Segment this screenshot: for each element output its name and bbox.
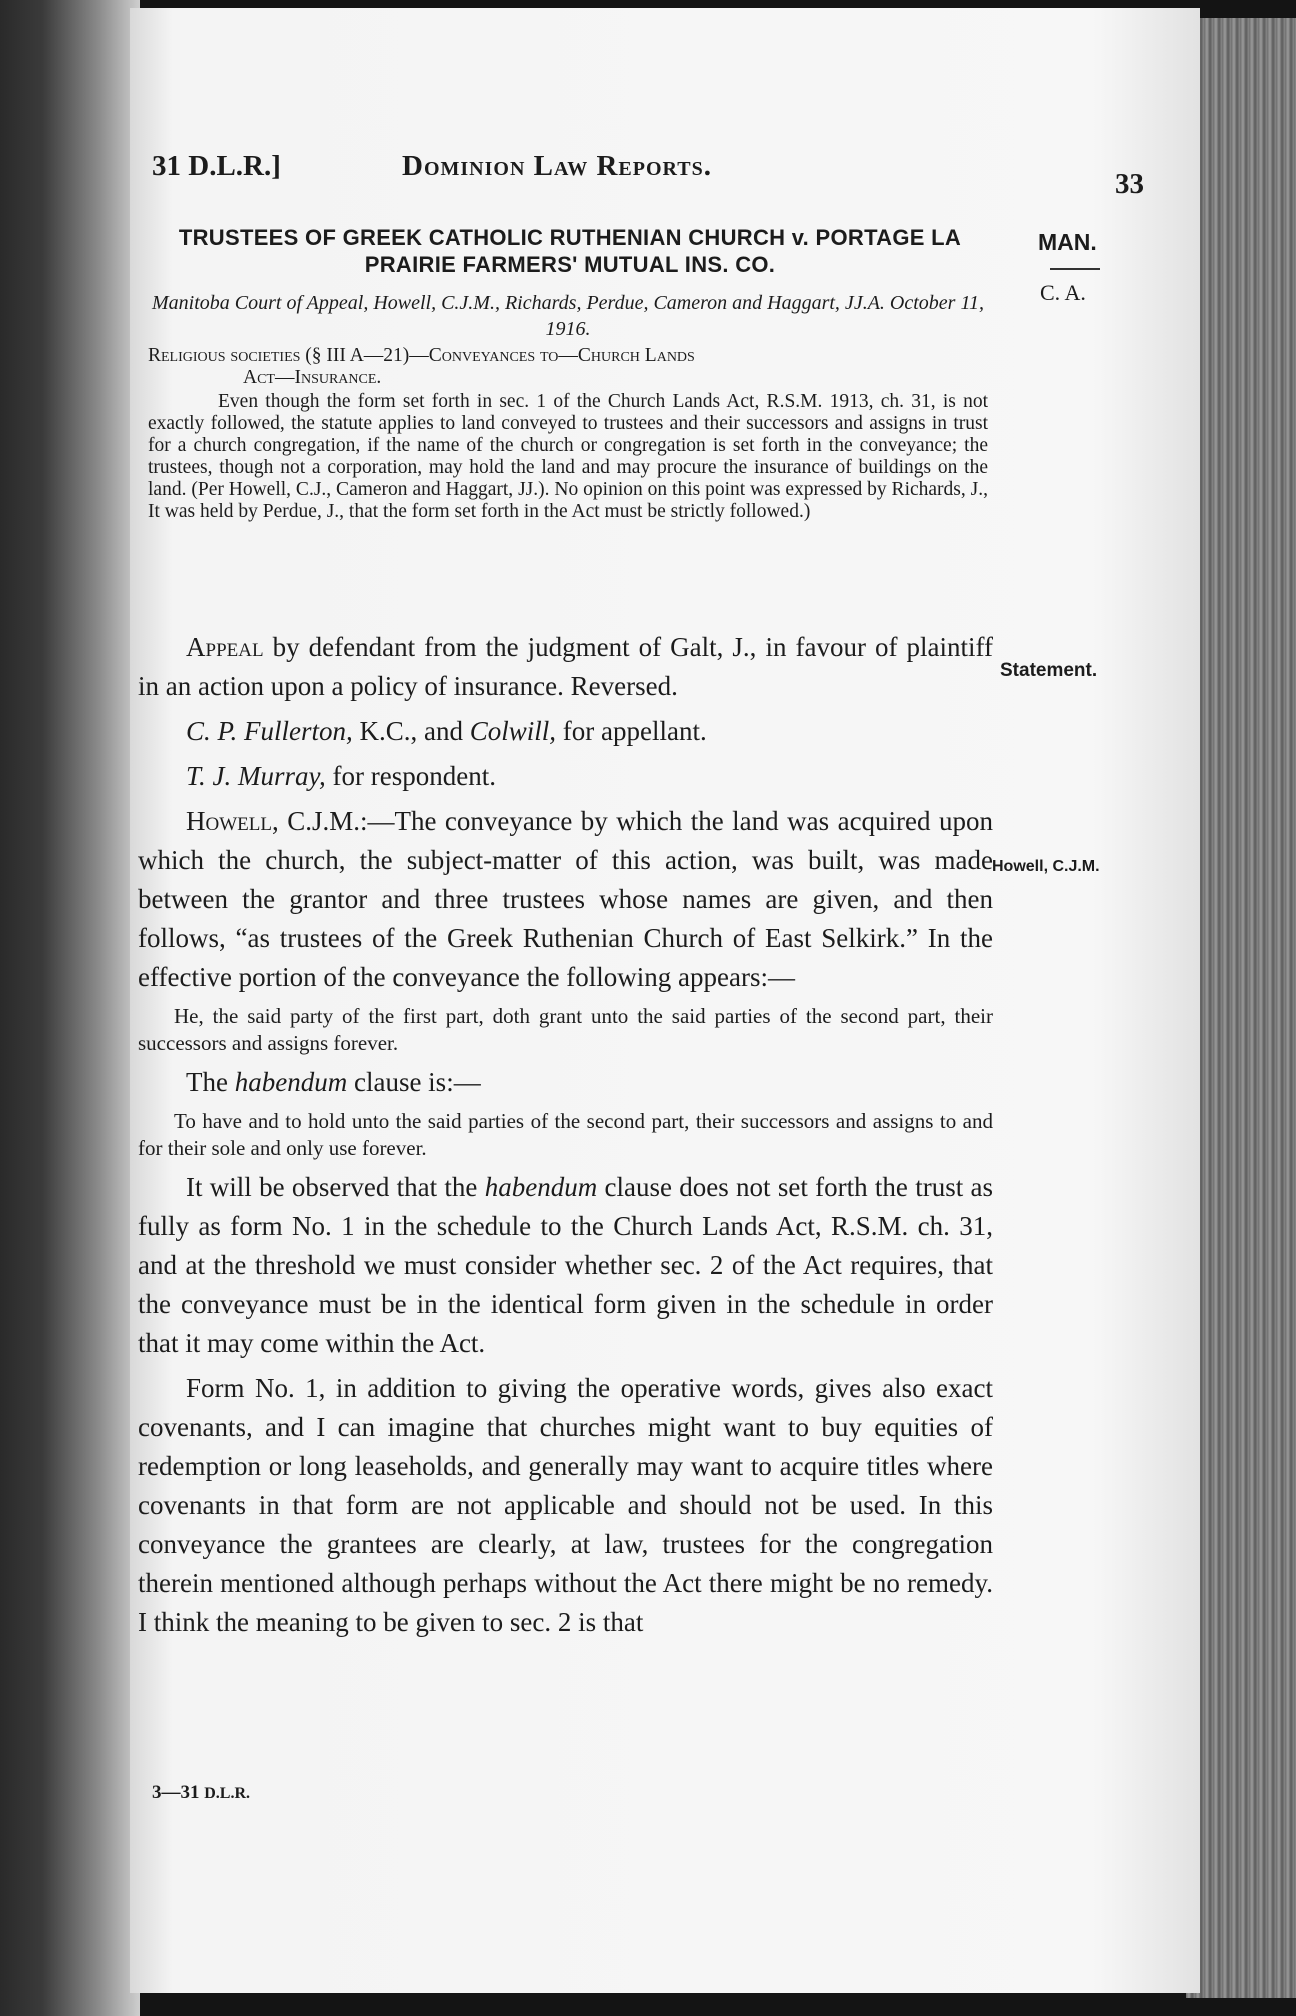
- quotation: He, the said party of the first part, doth grant unto the said parties of the second part, their successors and assigns forever.: [138, 1004, 993, 1055]
- paragraph-text: clause does not set forth the trust as fully as form No. 1 in the schedule to the Church Lands Act, R.S.M. ch. 31, and at the threshold we must consider whether sec. 2 of the Act requires, that the conveyance must be in the identical form given in the schedule in order that it may come within the Act.: [138, 1172, 993, 1358]
- paragraph-text: The: [186, 1067, 235, 1097]
- counsel-respondent: [138, 757, 993, 796]
- headnote: [148, 345, 988, 523]
- scan-book-edge: [1186, 18, 1296, 1998]
- counsel-name: T. J. Murray,: [186, 761, 326, 791]
- paragraph-text: clause is:—: [347, 1067, 481, 1097]
- running-head-journal: Dominion Law Reports.: [402, 150, 712, 182]
- case-title: TRUSTEES OF GREEK CATHOLIC RUTHENIAN CHURCH v. PORTAGE LA PRAIRIE FARMERS' MUTUAL INS. CO.: [178, 225, 962, 277]
- sidenote-judge: Howell, C.J.M.: [992, 858, 1100, 875]
- running-head-volume: 31 D.L.R.]: [152, 150, 281, 182]
- signature-abbr: D.L.R.: [204, 1785, 251, 1802]
- paragraph-text: C.J.M.:—The conveyance by which the land was acquired upon which the church, the subject-matter of this action, was built, was made between the grantor and three trustees whose names are given, and then follows, “as trustees of the Greek Ruthenian Church of East Selkirk.” In the effective portion of the conveyance the following appears:—: [138, 806, 993, 992]
- court-line: Manitoba Court of Appeal, Howell, C.J.M., Richards, Perdue, Cameron and Haggart, JJ.A. October 11, 1916.: [152, 292, 984, 340]
- headnote-text: Even though the form set forth in sec. 1 of the Church Lands Act, R.S.M. 1913, ch. 31, is not exactly followed, the statute applies to land conveyed to trustees and their successors and assigns in trust for a church congregation, if the name of the church or congregation is set forth in the conveyance; the trustees, though not a corporation, may hold the land and may procure the insurance of buildings on the land. (Per Howell, C.J., Cameron and Haggart, JJ.). No opinion on this point was expressed by Richards, J., It was held by Perdue, J., that the form set forth in the Act must be strictly followed.): [148, 391, 988, 522]
- scan-shadow-left: [0, 0, 140, 2016]
- headnote-topic: Religious societies (§ III A—21)—Conveyances to—Church Lands: [148, 345, 695, 366]
- appeal-text: by defendant from the judgment of Galt, J., in favour of plaintiff in an action upon a policy of insurance. Reversed.: [138, 632, 993, 701]
- signature-mark: [152, 1782, 250, 1804]
- opinion-paragraph: Form No. 1, in addition to giving the operative words, gives also exact covenants, and I can imagine that churches might want to buy equities of redemption or long leaseholds, and generally may want to acquire titles where covenants in that form are not applicable and should not be used. In this conveyance the grantees are clearly, at law, trustees for the congregation therein mentioned although perhaps without the Act there might be no remedy. I think the meaning to be given to sec. 2 is that: [138, 1373, 993, 1637]
- sidenote-court: C. A.: [1040, 280, 1086, 305]
- page-number: 33: [1115, 168, 1144, 200]
- opinion-paragraph: [138, 1168, 993, 1363]
- opinion-body: [138, 628, 993, 1648]
- judge-name: Howell,: [186, 806, 279, 836]
- appeal-word: Appeal: [186, 632, 264, 662]
- sidenote-province: MAN.: [1038, 229, 1097, 255]
- sidenote-statement: Statement.: [1000, 660, 1098, 681]
- statement-paragraph: [138, 628, 993, 706]
- counsel-name: C. P. Fullerton,: [186, 716, 353, 746]
- latin-term: habendum: [234, 1067, 348, 1097]
- counsel-text: for respondent.: [325, 761, 496, 791]
- headnote-topic-cont: Act—Insurance.: [243, 367, 382, 388]
- signature-number: 3—31: [152, 1782, 200, 1803]
- counsel-name: Colwill,: [469, 716, 557, 746]
- paragraph-text: It will be observed that the: [186, 1172, 485, 1202]
- latin-term: habendum: [484, 1172, 598, 1202]
- quotation: To have and to hold unto the said parties of the second part, their successors and assigns to and for their sole and only use forever.: [138, 1109, 993, 1160]
- sidenote-rule: [1050, 268, 1100, 270]
- opinion-paragraph: [138, 802, 993, 997]
- opinion-paragraph: [138, 1063, 993, 1102]
- counsel-appellant: [138, 712, 993, 751]
- counsel-text: K.C., and: [352, 716, 470, 746]
- counsel-text: for appellant.: [556, 716, 707, 746]
